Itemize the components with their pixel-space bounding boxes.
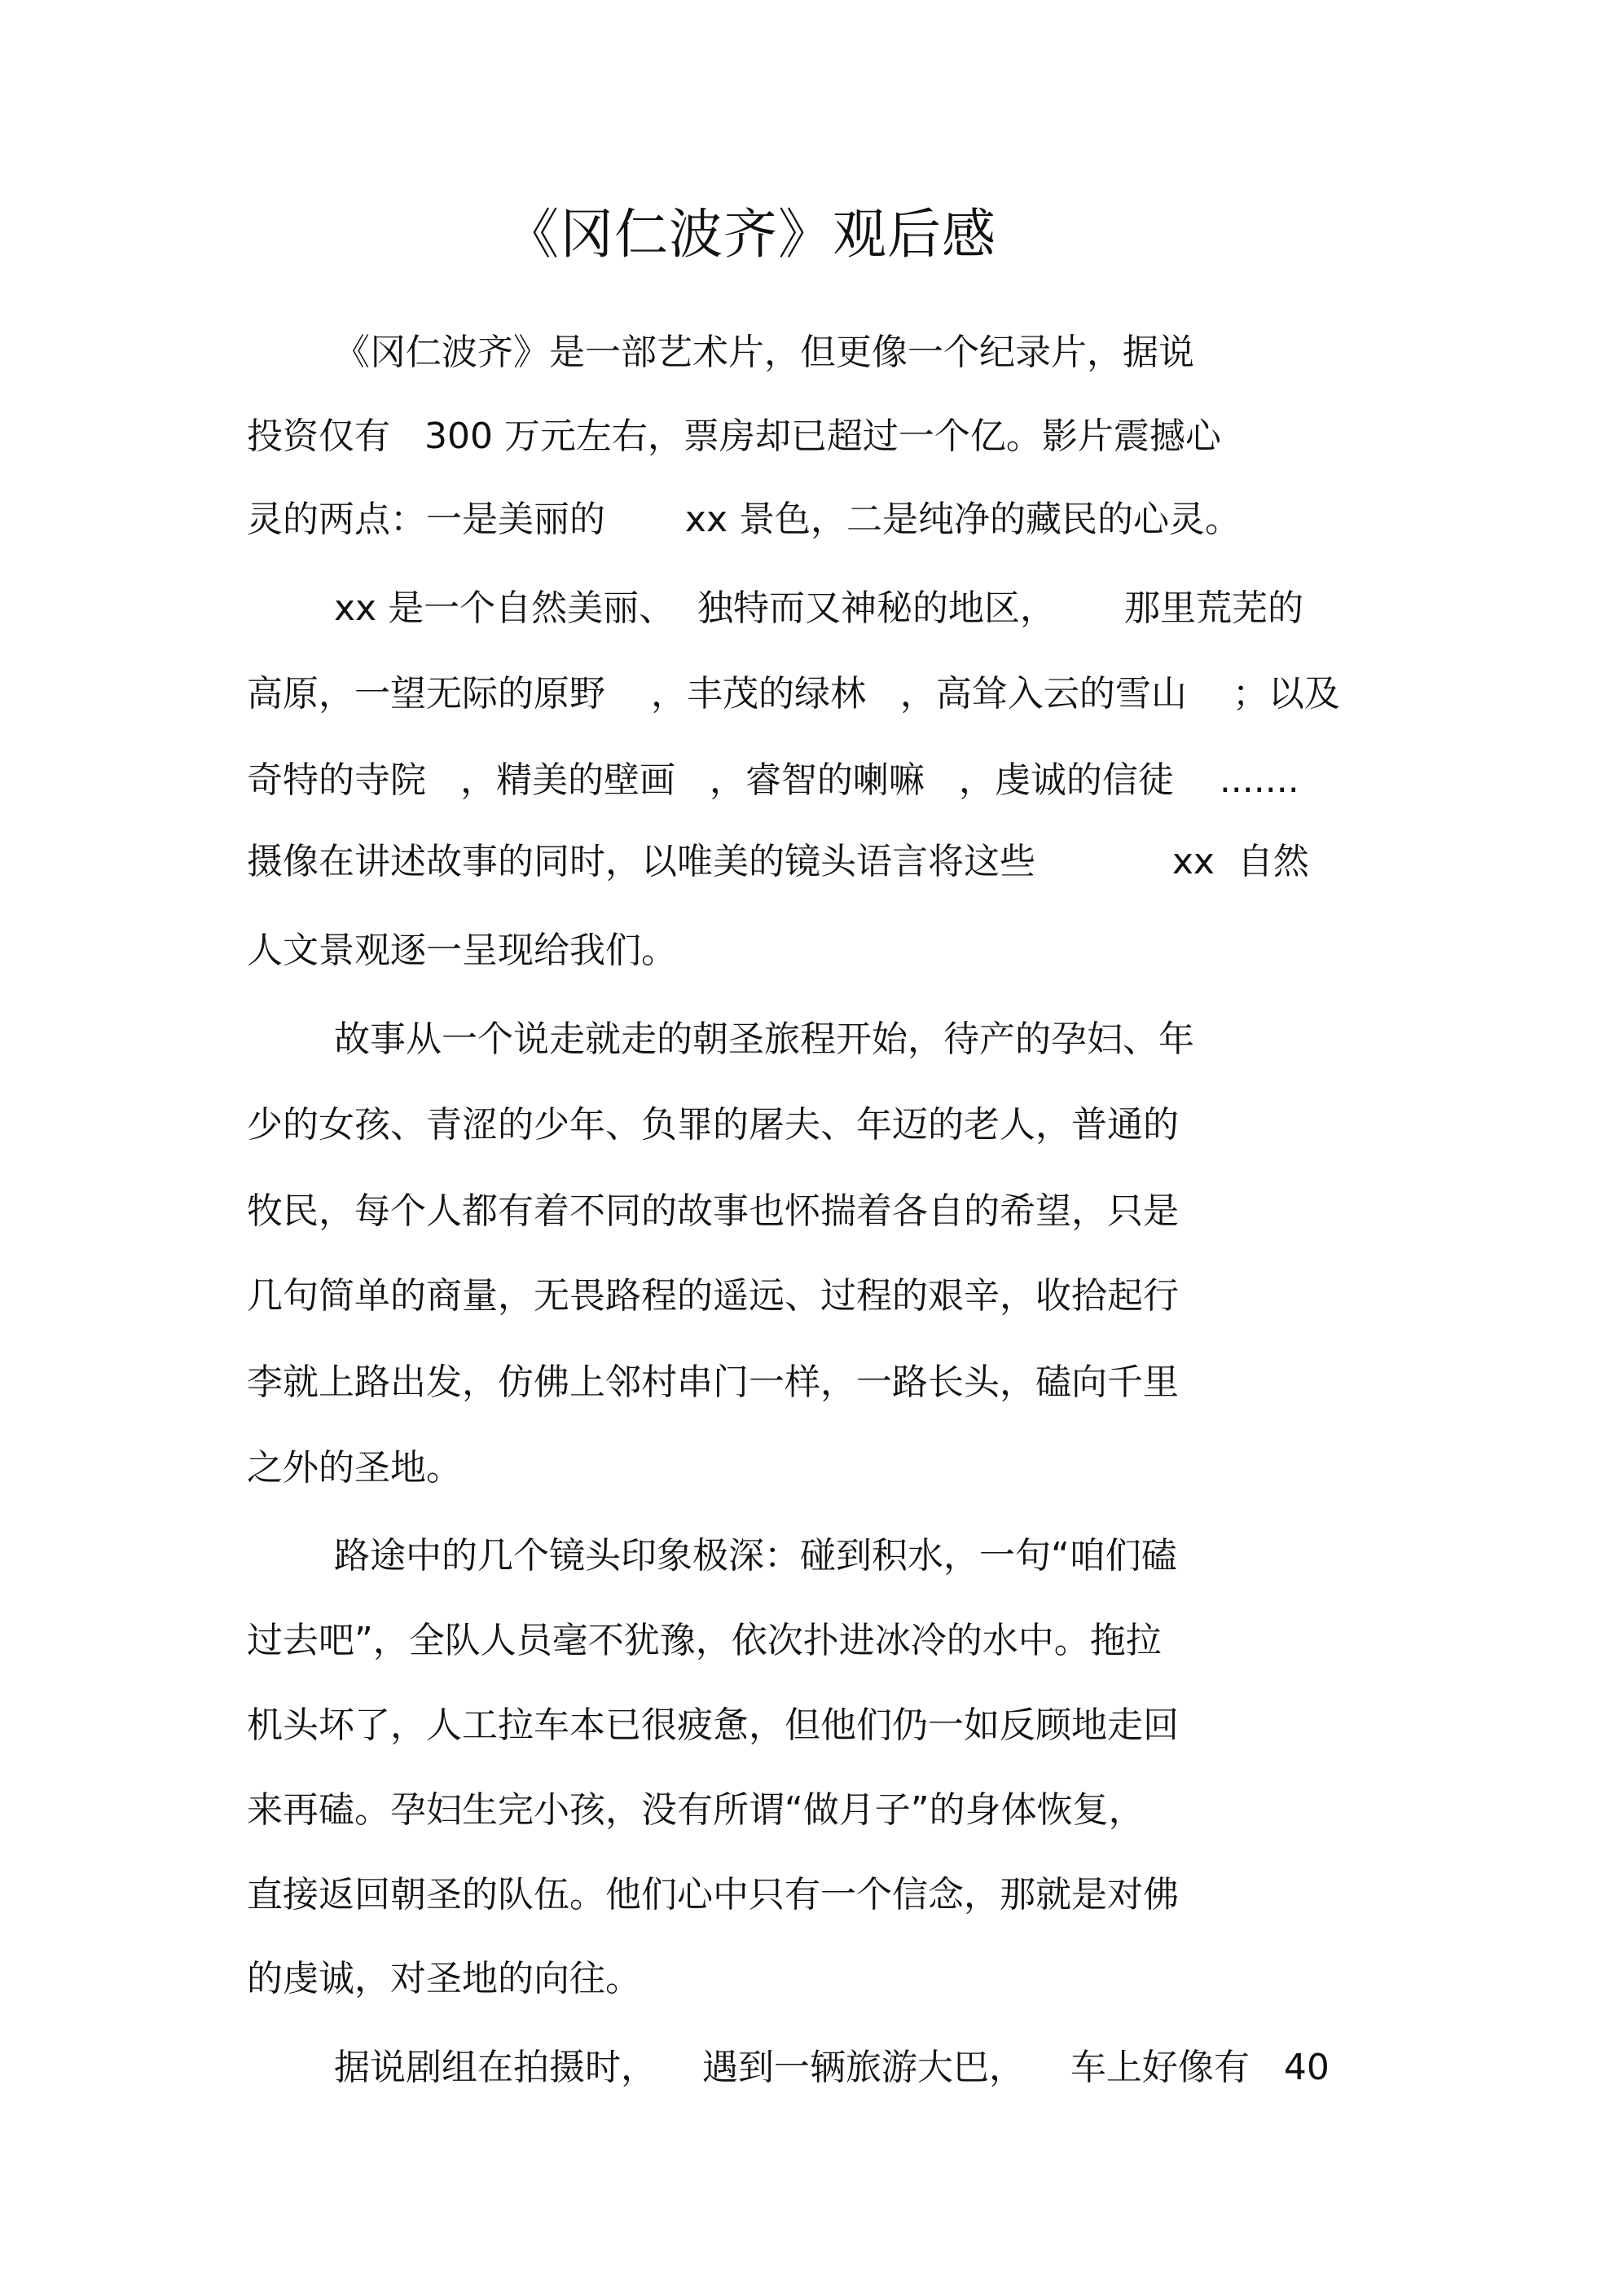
paragraph-3-line-4: 几句简单的商量，无畏路程的遥远、过程的艰辛，收拾起行 xyxy=(247,1275,1179,1317)
paragraph-4-line-2: 过去吧”，全队人员毫不犹豫，依次扑进冰冷的水中。拖拉 xyxy=(247,1620,1162,1661)
paragraph-2-line-5: 人文景观逐一呈现给我们。 xyxy=(247,930,677,971)
paragraph-3-line-5: 李就上路出发，仿佛上邻村串门一样，一路长头，磕向千里 xyxy=(247,1361,1179,1403)
paragraph-3-line-3: 牧民，每个人都有着不同的故事也怀揣着各自的希望，只是 xyxy=(247,1190,1179,1232)
paragraph-2-line-2: 高原，一望无际的原野 ，丰茂的绿林 ，高耸入云的雪山 ；以及 xyxy=(247,673,1340,715)
paragraph-4-line-1: 路途中的几个镜头印象极深：碰到积水，一句“咱们磕 xyxy=(334,1535,1177,1577)
paragraph-3-line-6: 之外的圣地。 xyxy=(247,1447,462,1489)
paragraph-1-line-2: 投资仅有 300 万元左右，票房却已超过一个亿。影片震撼心 xyxy=(247,416,1221,457)
paragraph-2-line-4: 摄像在讲述故事的同时，以唯美的镜头语言将这些 xx 自然 xyxy=(247,841,1309,882)
paragraph-2-line-1: xx 是一个自然美丽、 独特而又神秘的地区， 那里荒芜的 xyxy=(334,587,1303,629)
paragraph-4-line-4: 来再磕。孕妇生完小孩，没有所谓“做月子”的身体恢复， xyxy=(247,1789,1145,1831)
paragraph-1-line-3: 灵的两点：一是美丽的 xx 景色，二是纯净的藏民的心灵。 xyxy=(247,499,1241,540)
paragraph-5-line-1: 据说剧组在拍摄时， 遇到一辆旅游大巴， 车上好像有 40 xyxy=(334,2047,1330,2088)
document-title: 《冈仁波齐》观后感 xyxy=(505,203,996,266)
paragraph-1-line-1: 《冈仁波齐》是一部艺术片，但更像一个纪录片，据说 xyxy=(334,332,1194,373)
paragraph-4-line-3: 机头坏了，人工拉车本已很疲惫，但他们仍一如反顾地走回 xyxy=(247,1704,1179,1746)
paragraph-3-line-1: 故事从一个说走就走的朝圣旅程开始，待产的孕妇、年 xyxy=(334,1018,1194,1060)
paragraph-2-line-3: 奇特的寺院 ，精美的壁画 ，睿智的喇嘛 ，虔诚的信徒 ....... xyxy=(247,759,1299,801)
paragraph-4-line-6: 的虔诚，对圣地的向往。 xyxy=(247,1958,641,1999)
paragraph-3-line-2: 少的女孩、青涩的少年、负罪的屠夫、年迈的老人，普通的 xyxy=(247,1104,1179,1146)
paragraph-4-line-5: 直接返回朝圣的队伍。他们心中只有一个信念，那就是对佛 xyxy=(247,1874,1179,1916)
